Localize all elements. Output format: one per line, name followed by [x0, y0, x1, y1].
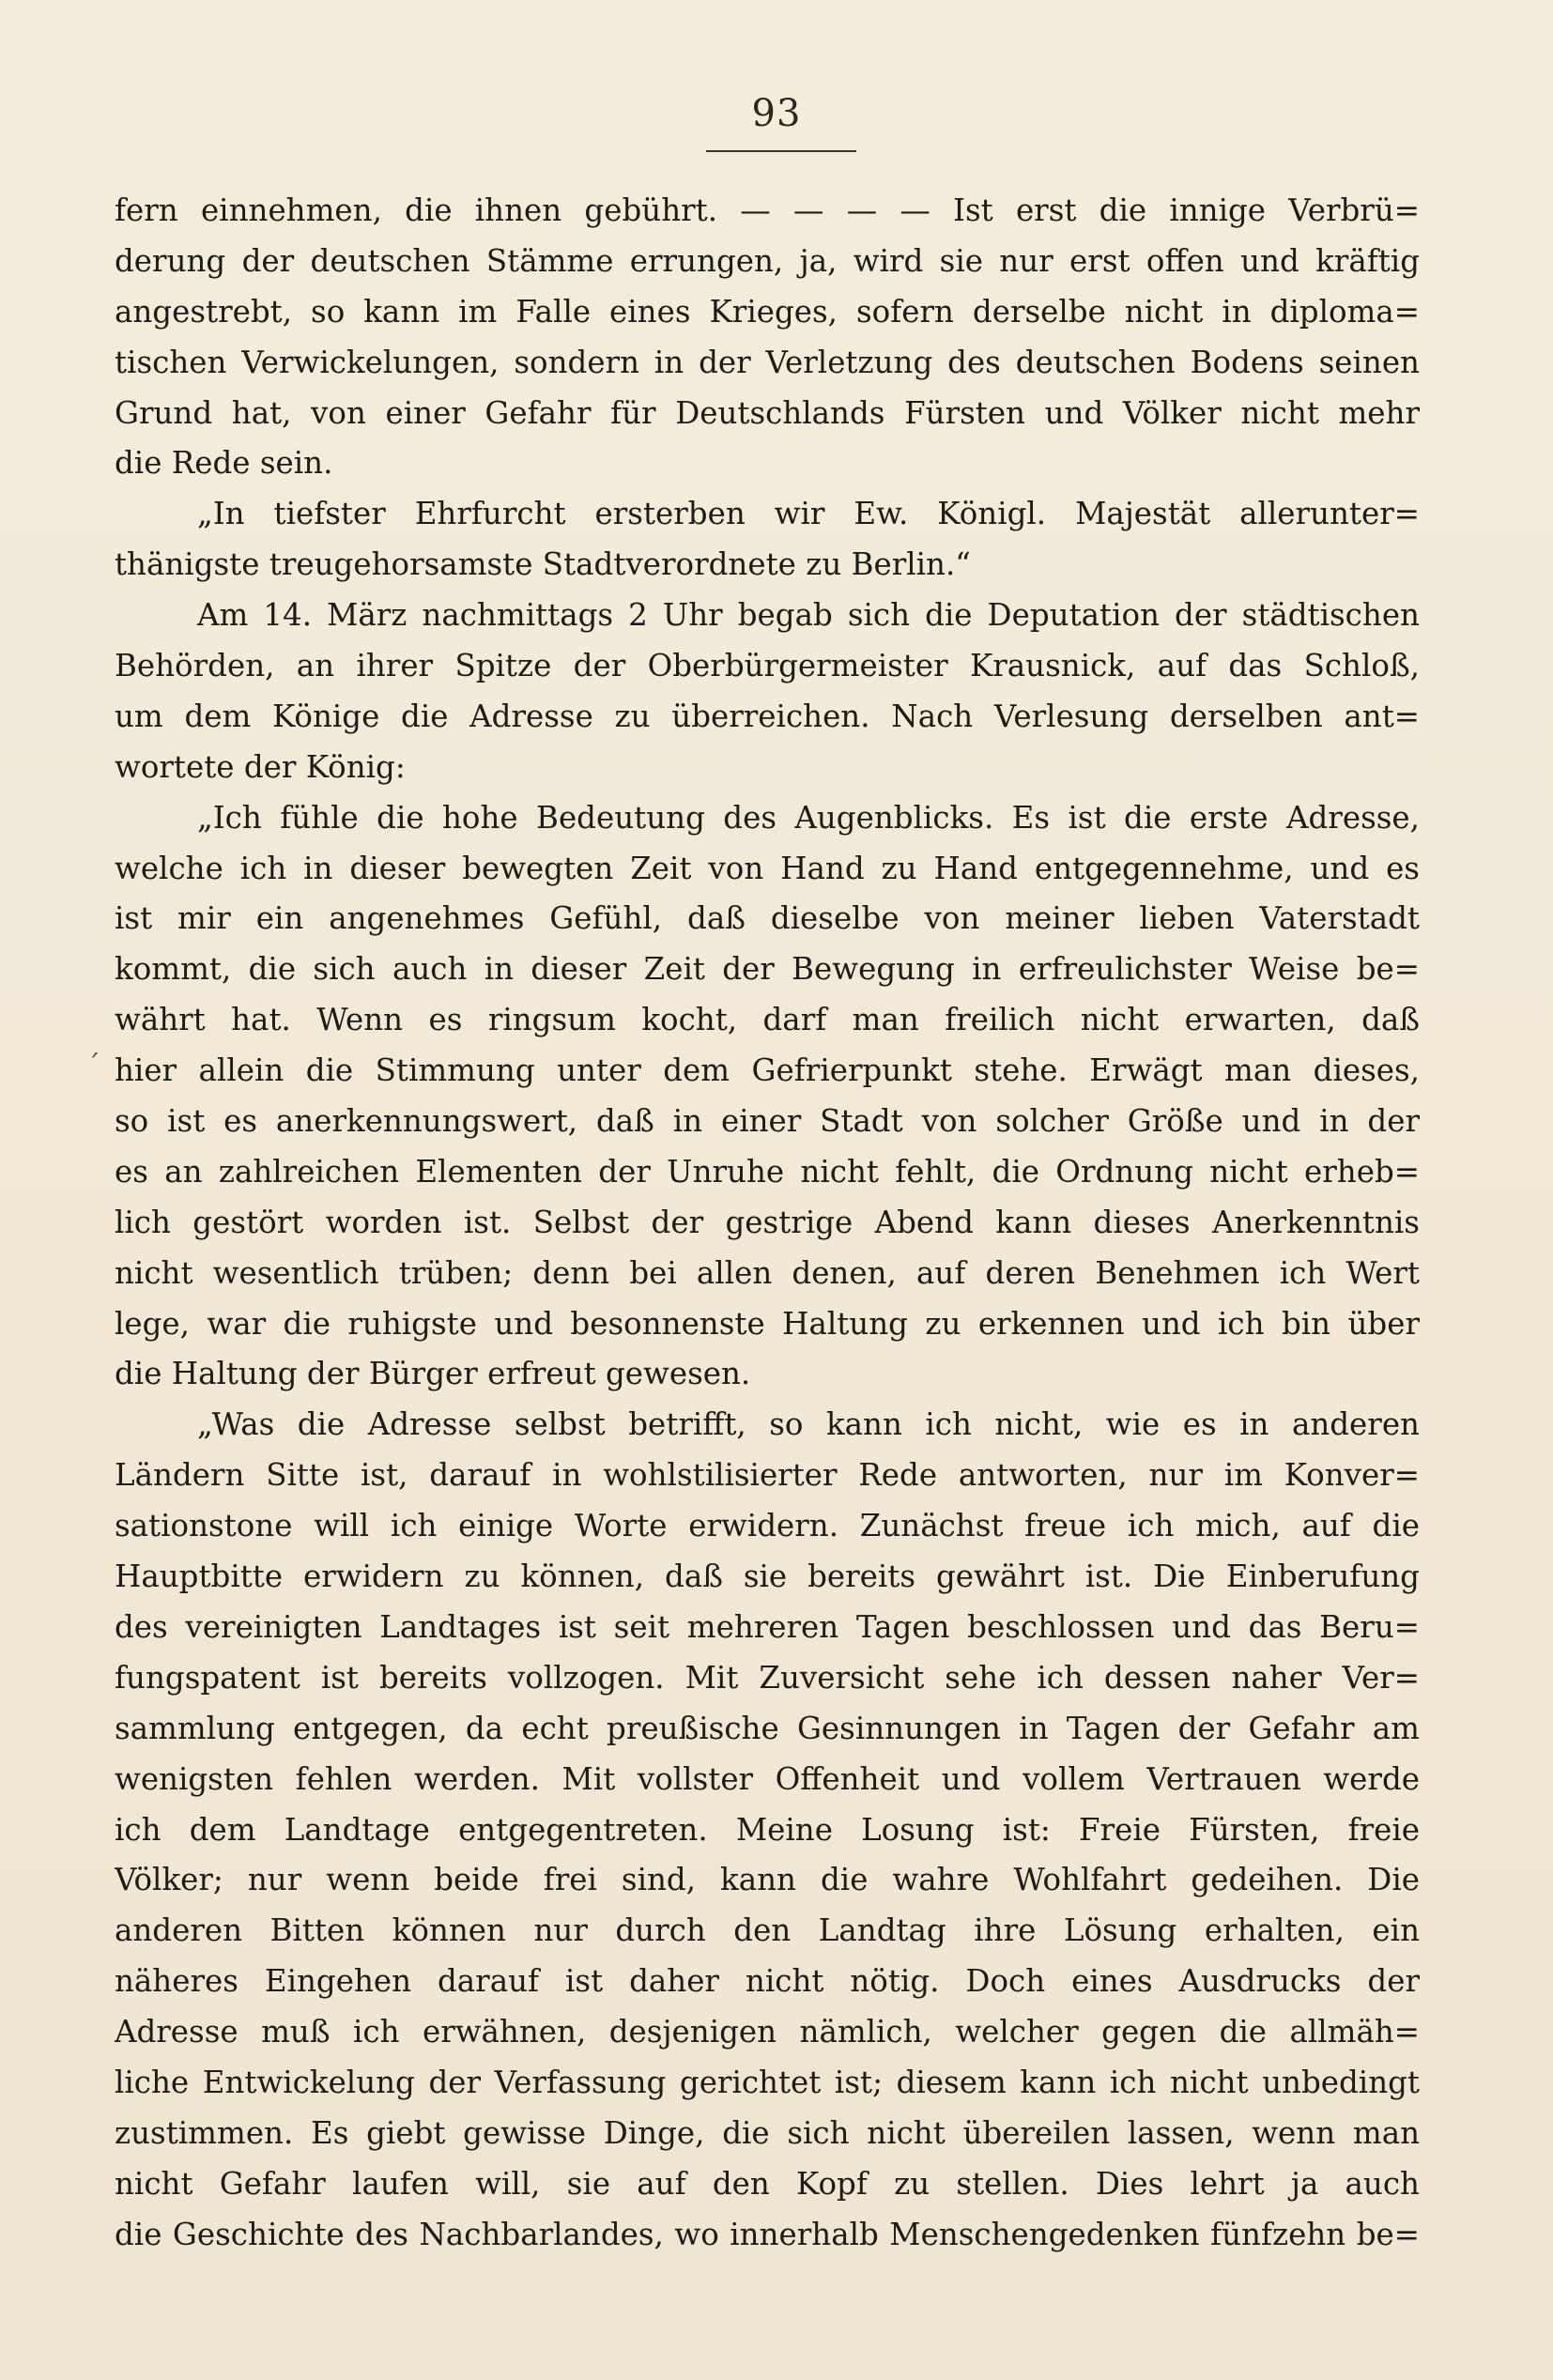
text-line: die Haltung der Bürger erfreut gewesen. [115, 1356, 751, 1392]
header-rule [706, 150, 856, 152]
text-line: hier allein die Stimmung unter dem Gefrierpunkt stehe. Erwägt man dieses, [115, 1052, 1420, 1089]
text-line: Behörden, an ihrer Spitze der Oberbürgermeister Krausnick, auf das Schloß, [115, 648, 1420, 684]
text-line: liche Entwickelung der Verfassung gerichtet ist; diesem kann ich nicht unbedingt [115, 2064, 1420, 2100]
text-line: fungspatent ist bereits vollzogen. Mit Zuversicht sehe ich dessen naher Ver= [115, 1659, 1420, 1696]
text-line: sammlung entgegen, da echt preußische Gesinnungen in Tagen der Gefahr am [115, 1710, 1420, 1746]
text-line: Grund hat, von einer Gefahr für Deutschlands Fürsten und Völker nicht mehr [115, 394, 1420, 431]
text-line: nicht wesentlich trüben; denn bei allen denen, auf deren Benehmen ich Wert [115, 1254, 1420, 1291]
text-line: Ländern Sitte ist, darauf in wohlstilisierter Rede antworten, nur im Konver= [115, 1457, 1420, 1494]
text-line: nicht Gefahr laufen will, sie auf den Kopf zu stellen. Dies lehrt ja auch [115, 2165, 1420, 2202]
text-line: ist mir ein angenehmes Gefühl, daß dieselbe von meiner lieben Vaterstadt [115, 900, 1420, 937]
text-line: derung der deutschen Stämme errungen, ja, wird sie nur erst offen und kräftig [115, 242, 1420, 279]
text-line: es an zahlreichen Elementen der Unruhe nicht fehlt, die Ordnung nicht erheb= [115, 1153, 1420, 1190]
text-line: wenigsten fehlen werden. Mit vollster Offenheit und vollem Vertrauen werde [115, 1760, 1420, 1797]
text-line: tischen Verwickelungen, sondern in der Verletzung des deutschen Bodens seinen [115, 344, 1420, 380]
body-text [115, 186, 1420, 2261]
text-line: angestrebt, so kann im Falle eines Krieges, sofern derselbe nicht in diploma= [115, 293, 1420, 330]
text-line: Völker; nur wenn beide frei sind, kann die wahre Wohlfahrt gedeihen. Die [115, 1862, 1420, 1898]
text-line: fern einnehmen, die ihnen gebührt. — — — — Ist erst die innige Verbrü= [115, 192, 1420, 228]
text-line: thänigste treugehorsamste Stadtverordnete zu Berlin.“ [115, 546, 971, 583]
text-line: wortete der König: [115, 748, 406, 785]
text-line: näheres Eingehen darauf ist daher nicht nötig. Doch eines Ausdrucks der [115, 1963, 1420, 2000]
text-line: „Ich fühle die hohe Bedeutung des Augenblicks. Es ist die erste Adresse, [197, 799, 1420, 836]
text-line: die Geschichte des Nachbarlandes, wo innerhalb Menschengedenken fünfzehn be= [115, 2216, 1420, 2252]
text-line: welche ich in dieser bewegten Zeit von Hand zu Hand entgegennehme, und es [115, 850, 1420, 886]
text-line: lege, war die ruhigste und besonnenste Haltung zu erkennen und ich bin über [115, 1305, 1420, 1342]
text-line: „Was die Adresse selbst betrifft, so kann ich nicht, wie es in anderen [197, 1406, 1420, 1443]
text-line: so ist es anerkennungswert, daß in einer Stadt von solcher Größe und in der [115, 1103, 1420, 1140]
text-line: des vereinigten Landtages ist seit mehreren Tagen beschlossen und das Beru= [115, 1608, 1420, 1645]
text-line: sationstone will ich einige Worte erwidern. Zunächst freue ich mich, auf die [115, 1508, 1420, 1544]
text-line: „In tiefster Ehrfurcht ersterben wir Ew. Königl. Majestät allerunter= [197, 496, 1420, 532]
text-line: lich gestört worden ist. Selbst der gestrige Abend kann dieses Anerkenntnis [115, 1204, 1420, 1240]
text-line: zustimmen. Es giebt gewisse Dinge, die sich nicht übereilen lassen, wenn man [115, 2114, 1420, 2151]
text-line: anderen Bitten können nur durch den Landtag ihre Lösung erhalten, ein [115, 1912, 1420, 1949]
text-line: kommt, die sich auch in dieser Zeit der Bewegung in erfreulichster Weise be= [115, 951, 1420, 988]
text-line: Adresse muß ich erwähnen, desjenigen nämlich, welcher gegen die allmäh= [115, 2014, 1420, 2050]
text-line: die Rede sein. [115, 445, 333, 482]
text-line: um dem Könige die Adresse zu überreichen. Nach Verlesung derselben ant= [115, 698, 1420, 734]
text-line: Hauptbitte erwidern zu können, daß sie bereits gewährt ist. Die Einberufung [115, 1559, 1420, 1595]
page-number: 93 [751, 92, 802, 135]
text-line: ich dem Landtage entgegentreten. Meine Losung ist: Freie Fürsten, freie [115, 1811, 1420, 1848]
text-line: Am 14. März nachmittags 2 Uhr begab sich die Deputation der städtischen [197, 597, 1420, 634]
text-line: währt hat. Wenn es ringsum kocht, darf man freilich nicht erwarten, daß [115, 1002, 1420, 1038]
margin-mark: ´ [86, 1050, 100, 1083]
